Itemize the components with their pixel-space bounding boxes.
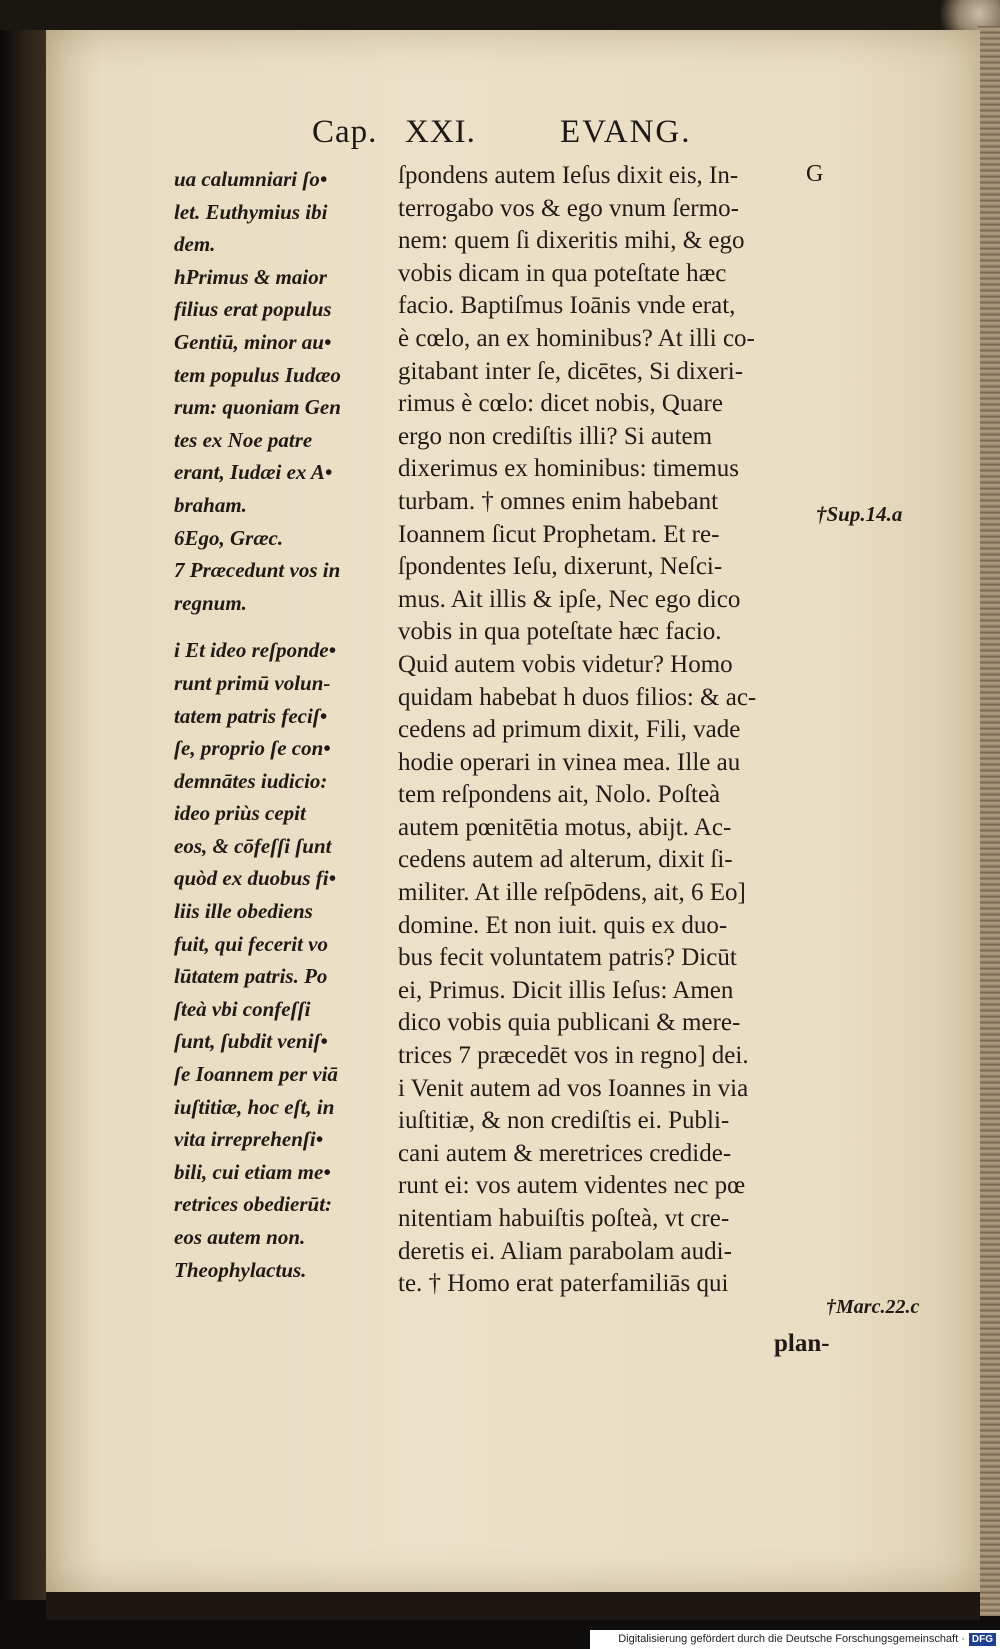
text-line: turbam. † omnes enim habebant <box>398 487 719 515</box>
text-line: vobis in qua poteſtate hæc facio. <box>398 618 722 646</box>
gloss-line: ſe Ioannem per viā <box>174 1062 338 1087</box>
gloss-line: iuſtitiæ, hoc eſt, in <box>174 1094 335 1119</box>
gloss-line: 6Ego, Græc. <box>174 525 284 550</box>
text-line: ei, Primus. Dicit illis Ieſus: Amen <box>398 976 734 1004</box>
text-line: cani autem & meretrices credide- <box>398 1139 732 1167</box>
text-line: autem pœnitētia motus, abijt. Ac- <box>398 813 732 841</box>
gloss-line: hPrimus & maior <box>174 264 327 289</box>
gloss-line: ſteà vbi confeſſi <box>174 996 311 1021</box>
gloss-line: dem. <box>174 232 216 257</box>
gloss-line: liis ille obediens <box>174 899 313 924</box>
gloss-line: i Et ideo reſponde• <box>174 638 336 663</box>
gloss-line: vita irreprehenſi• <box>174 1127 324 1152</box>
gloss-line: ſe, proprio ſe con• <box>174 736 331 761</box>
text-line: nem: quem ſi dixeritis mihi, & ego <box>398 227 745 255</box>
text-line: deretis ei. Aliam parabolam audi- <box>398 1237 732 1265</box>
gloss-line: filius erat populus <box>174 297 332 322</box>
text-line: trices 7 præcedēt vos in regno] dei. <box>398 1042 749 1070</box>
dfg-logo: DFG <box>969 1633 996 1646</box>
text-line: militer. At ille reſpōdens, ait, 6 Eo] <box>398 879 746 907</box>
text-line: dixerimus ex hominibus: timemus <box>398 455 739 483</box>
text-line: ſpondentes Ieſu, dixerunt, Neſci- <box>398 553 723 581</box>
text-line: terrogabo vos & ego vnum ſermo- <box>398 194 739 222</box>
gloss-line: 7 Præcedunt vos in <box>174 558 341 583</box>
gloss-line: quòd ex duobus fi• <box>174 866 336 891</box>
gloss-line: demnātes iudicio: <box>174 768 328 793</box>
text-line: ergo non crediſtis illi? Si autem <box>398 422 713 450</box>
text-line: domine. Et non iuit. quis ex duo- <box>398 911 728 939</box>
main-text-column <box>398 160 838 1301</box>
gloss-spacer <box>174 619 399 634</box>
gloss-line: lūtatem patris. Po <box>174 964 328 989</box>
gloss-line: eos, & cōfeſſi ſunt <box>174 833 332 858</box>
margin-ref-marc: †Marc.22.c <box>826 1296 920 1318</box>
running-head-chapter: XXI. <box>405 114 476 150</box>
gloss-line: tatem patris feciſ• <box>174 703 328 728</box>
text-line: facio. Baptiſmus Ioānis vnde erat, <box>398 292 736 320</box>
text-line: bus fecit voluntatem patris? Dicūt <box>398 944 737 972</box>
gloss-line: retrices obedierūt: <box>174 1192 333 1217</box>
gloss-line: Gentiū, minor au• <box>174 329 332 354</box>
text-line: è cœlo, an ex hominibus? At illi co- <box>398 324 755 352</box>
gloss-line: erant, Iudæi ex A• <box>174 460 333 485</box>
book-fore-edge <box>978 26 1000 1616</box>
text-line: rimus è cœlo: dicet nobis, Quare <box>398 390 723 418</box>
text-line: tem reſpondens ait, Nolo. Poſteà <box>398 781 721 809</box>
gloss-line: braham. <box>174 492 247 517</box>
running-head-title: EVANG. <box>560 114 692 150</box>
gloss-line: Theophylactus. <box>174 1257 307 1282</box>
page-bottom-edge <box>46 1592 980 1620</box>
gloss-line: ſunt, ſubdit veniſ• <box>174 1029 328 1054</box>
text-line: cedens ad primum dixit, Fili, vade <box>398 716 741 744</box>
text-line: mus. Ait illis & ipſe, Nec ego dico <box>398 585 741 613</box>
text-line: dico vobis quia publicani & mere- <box>398 1009 741 1037</box>
gloss-line: tes ex Noe patre <box>174 427 313 452</box>
gloss-line: ua calumniari ſo• <box>174 167 328 191</box>
gloss-line: fuit, qui fecerit vo <box>174 931 328 956</box>
text-line: iuſtitiæ, & non crediſtis ei. Publi- <box>398 1107 730 1135</box>
gloss-line: eos autem non. <box>174 1225 306 1249</box>
footer-text: Digitalisierung gefördert durch die Deutsche Forschungsgemeinschaft · <box>618 1633 965 1645</box>
text-line: Ioannem ſicut Prophetam. Et re- <box>398 520 720 548</box>
text-line: Quid autem vobis videtur? Homo <box>398 650 733 678</box>
gloss-line: ideo priùs cepit <box>174 801 306 826</box>
marginal-gloss <box>174 163 399 1286</box>
book-spine-shadow <box>0 30 46 1600</box>
gloss-line: bili, cui etiam me• <box>174 1159 331 1184</box>
text-line: te. † Homo erat paterfamiliās qui <box>398 1270 729 1298</box>
scanner-top-edge <box>0 0 1000 30</box>
text-line: quidam habebat h duos filios: & ac- <box>398 683 757 711</box>
digitization-footer <box>590 1630 1000 1649</box>
text-line: ſpondens autem Ieſus dixit eis, In- <box>398 162 739 189</box>
text-line: vobis dicam in qua poteſtate hæc <box>398 259 727 287</box>
running-head-cap: Cap. <box>312 114 378 150</box>
gloss-line: runt primū volun- <box>174 670 331 695</box>
text-line: i Venit autem ad vos Ioannes in via <box>398 1074 749 1102</box>
gloss-line: rum: quoniam Gen <box>174 395 341 420</box>
margin-ref-sup: †Sup.14.a <box>816 502 903 526</box>
section-letter-g: G <box>806 161 824 187</box>
text-line: hodie operari in vinea mea. Ille au <box>398 748 741 776</box>
text-line: runt ei: vos autem videntes nec pœ <box>398 1172 746 1200</box>
gloss-line: tem populus Iudæo <box>174 362 341 387</box>
text-line: cedens autem ad alterum, dixit ſi- <box>398 846 733 874</box>
text-line: nitentiam habuiſtis poſteà, vt cre- <box>398 1205 730 1232</box>
gloss-line: let. Euthymius ibi <box>174 199 328 224</box>
catchword: plan- <box>774 1330 830 1357</box>
text-line: gitabant inter ſe, dicētes, Si dixeri- <box>398 357 744 385</box>
gloss-line: regnum. <box>174 590 247 615</box>
